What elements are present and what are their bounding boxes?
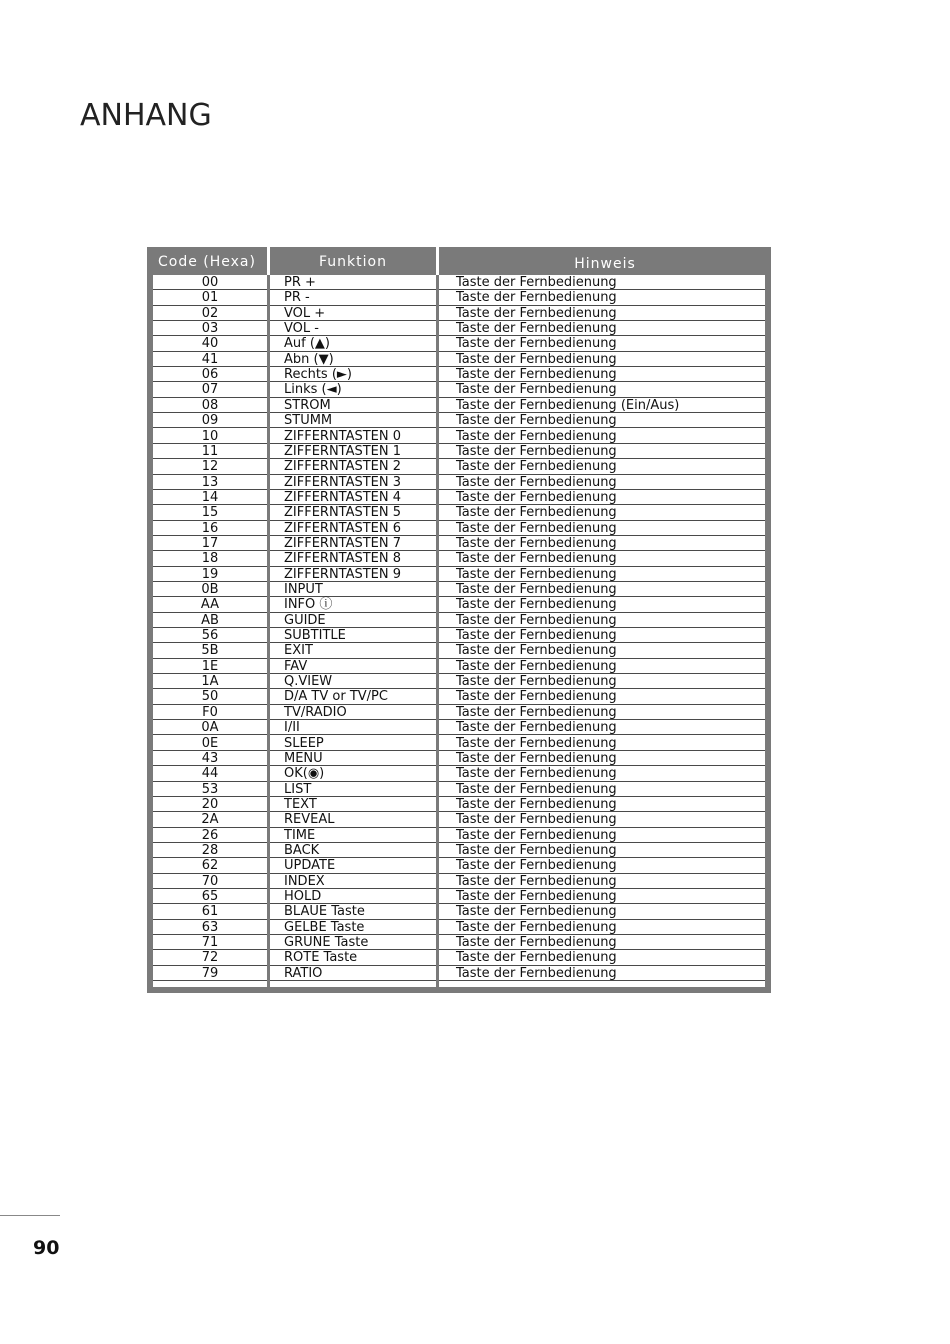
- code-cell: 0E: [201, 735, 219, 751]
- page-number: 90: [33, 1237, 60, 1259]
- function-cell: ZIFFERNTASTEN 0: [284, 428, 402, 444]
- table-header: [147, 247, 771, 275]
- note-cell: Taste der Fernbedienung: [456, 367, 617, 383]
- table-body: [153, 275, 765, 987]
- function-cell: ZIFFERNTASTEN 7: [284, 535, 402, 551]
- note-cell: Taste der Fernbedienung: [456, 336, 617, 352]
- function-cell: BLAUE Taste: [284, 904, 365, 920]
- code-cell: 0A: [201, 720, 219, 736]
- function-cell: STUMM: [284, 413, 333, 429]
- function-cell: GUIDE: [284, 612, 326, 628]
- code-cell: 00: [201, 275, 219, 290]
- function-cell: Abn (▼): [284, 351, 334, 367]
- code-cell: 11: [201, 443, 219, 459]
- note-cell: Taste der Fernbedienung: [456, 766, 617, 782]
- code-cell: 70: [201, 873, 219, 889]
- table-row: [153, 536, 765, 551]
- function-cell: ROTE Taste: [284, 950, 358, 966]
- function-cell: TV/RADIO: [284, 704, 347, 720]
- note-cell: Taste der Fernbedienung: [456, 290, 617, 306]
- function-cell: D/A TV or TV/PC: [284, 689, 388, 705]
- note-cell: Taste der Fernbedienung: [456, 935, 617, 951]
- header-note: Hinweis: [574, 256, 636, 272]
- table-row: [153, 444, 765, 459]
- function-cell: LIST: [284, 781, 312, 797]
- note-cell: Taste der Fernbedienung: [456, 750, 617, 766]
- note-cell: Taste der Fernbedienung: [456, 459, 617, 475]
- table-row: [153, 582, 765, 597]
- table-row: [153, 782, 765, 797]
- table-row: [153, 689, 765, 704]
- note-cell: Taste der Fernbedienung: [456, 628, 617, 644]
- table-row: [153, 352, 765, 367]
- function-cell: TIME: [284, 827, 316, 843]
- code-cell: 16: [201, 520, 219, 536]
- code-cell: 65: [201, 889, 219, 904]
- code-cell: 06: [201, 367, 219, 383]
- code-cell: 63: [201, 919, 219, 935]
- code-cell: 28: [201, 842, 219, 858]
- function-cell: INFO ⓘ: [284, 597, 333, 613]
- table-row: [153, 336, 765, 351]
- table-row: [153, 505, 765, 520]
- table-row: [153, 874, 765, 889]
- table-row: [153, 597, 765, 612]
- code-cell: 03: [201, 321, 219, 337]
- function-cell: VOL +: [284, 305, 326, 321]
- function-cell: GELBE Taste: [284, 919, 365, 935]
- table-row: [153, 628, 765, 643]
- table-row: [153, 858, 765, 873]
- note-cell: Taste der Fernbedienung: [456, 965, 617, 981]
- note-cell: Taste der Fernbedienung: [456, 827, 617, 843]
- note-cell: Taste der Fernbedienung: [456, 919, 617, 935]
- code-cell: 0B: [201, 582, 219, 597]
- function-cell: BACK: [284, 842, 320, 858]
- code-cell: 09: [201, 413, 219, 429]
- code-cell: 40: [201, 336, 219, 352]
- table-row: [153, 935, 765, 950]
- function-cell: ZIFFERNTASTEN 6: [284, 520, 402, 536]
- note-cell: Taste der Fernbedienung: [456, 582, 617, 597]
- table-row: [153, 828, 765, 843]
- code-cell: 26: [201, 827, 219, 843]
- table-row: [153, 567, 765, 582]
- function-cell: ZIFFERNTASTEN 4: [284, 489, 402, 505]
- code-cell: 19: [201, 566, 219, 582]
- code-cell: 13: [201, 474, 219, 490]
- code-cell: 62: [201, 858, 219, 874]
- function-cell: UPDATE: [284, 858, 336, 874]
- table-row: [153, 920, 765, 935]
- table-row: [153, 290, 765, 305]
- table-row: [153, 797, 765, 812]
- note-cell: Taste der Fernbedienung: [456, 321, 617, 337]
- code-cell: 01: [201, 290, 219, 306]
- code-cell: 79: [201, 965, 219, 981]
- code-cell: 07: [201, 382, 219, 398]
- code-cell: 17: [201, 535, 219, 551]
- note-cell: Taste der Fernbedienung: [456, 382, 617, 398]
- note-cell: Taste der Fernbedienung: [456, 858, 617, 874]
- note-cell: Taste der Fernbedienung: [456, 489, 617, 505]
- note-cell: Taste der Fernbedienung: [456, 535, 617, 551]
- code-cell: AA: [200, 597, 220, 613]
- code-cell: 2A: [201, 812, 219, 828]
- table-row: [153, 521, 765, 536]
- function-cell: ZIFFERNTASTEN 8: [284, 551, 402, 567]
- note-cell: Taste der Fernbedienung: [456, 689, 617, 705]
- function-cell: Q.VIEW: [284, 674, 333, 690]
- note-cell: Taste der Fernbedienung: [456, 781, 617, 797]
- table-row: [153, 966, 765, 981]
- function-cell: EXIT: [284, 643, 313, 659]
- note-cell: Taste der Fernbedienung: [456, 889, 617, 904]
- note-cell: Taste der Fernbedienung: [456, 674, 617, 690]
- note-cell: Taste der Fernbedienung: [456, 812, 617, 828]
- note-cell: Taste der Fernbedienung: [456, 658, 617, 674]
- note-cell: Taste der Fernbedienung: [456, 904, 617, 920]
- note-cell: Taste der Fernbedienung: [456, 275, 617, 290]
- function-cell: PR -: [284, 290, 310, 306]
- note-cell: Taste der Fernbedienung: [456, 413, 617, 429]
- code-cell: 10: [201, 428, 219, 444]
- code-cell: 08: [201, 397, 219, 413]
- note-cell: Taste der Fernbedienung: [456, 351, 617, 367]
- table-row: [153, 889, 765, 904]
- function-cell: ZIFFERNTASTEN 5: [284, 505, 402, 521]
- function-cell: TEXT: [284, 796, 317, 812]
- function-cell: ZIFFERNTASTEN 3: [284, 474, 402, 490]
- table-row: [153, 475, 765, 490]
- function-cell: Links (◄): [284, 382, 342, 398]
- table-row: [153, 613, 765, 628]
- table-row: [153, 766, 765, 781]
- function-cell: STROM: [284, 397, 331, 413]
- function-cell: ZIFFERNTASTEN 2: [284, 459, 402, 475]
- note-cell: Taste der Fernbedienung: [456, 474, 617, 490]
- note-cell: Taste der Fernbedienung: [456, 520, 617, 536]
- function-cell: RATIO: [284, 965, 323, 981]
- table-row: [153, 321, 765, 336]
- note-cell: Taste der Fernbedienung: [456, 873, 617, 889]
- function-cell: OK(◉): [284, 766, 325, 782]
- code-cell: 14: [201, 489, 219, 505]
- note-cell: Taste der Fernbedienung: [456, 612, 617, 628]
- function-cell: VOL -: [284, 321, 319, 337]
- function-cell: Rechts (►): [284, 367, 352, 383]
- note-cell: Taste der Fernbedienung: [456, 842, 617, 858]
- header-code: Code (Hexa): [158, 254, 256, 270]
- function-cell: ZIFFERNTASTEN 9: [284, 566, 402, 582]
- code-cell: 41: [201, 351, 219, 367]
- function-cell: GRUNE Taste: [284, 935, 369, 951]
- table-row: [153, 398, 765, 413]
- code-cell: 61: [201, 904, 219, 920]
- table-row: [153, 275, 765, 290]
- table-row: [153, 674, 765, 689]
- note-cell: Taste der Fernbedienung: [456, 443, 617, 459]
- note-cell: Taste der Fernbedienung (Ein/Aus): [456, 397, 680, 413]
- code-cell: 1E: [201, 658, 219, 674]
- note-cell: Taste der Fernbedienung: [456, 428, 617, 444]
- table-row: [153, 736, 765, 751]
- column-separator: [436, 275, 439, 987]
- header-function: Funktion: [319, 254, 387, 270]
- function-cell: REVEAL: [284, 812, 335, 828]
- note-cell: Taste der Fernbedienung: [456, 735, 617, 751]
- code-cell: 12: [201, 459, 219, 475]
- code-cell: F0: [202, 704, 218, 720]
- table-row: [153, 659, 765, 674]
- code-cell: 44: [201, 766, 219, 782]
- table-row: [153, 382, 765, 397]
- code-cell: 72: [201, 950, 219, 966]
- footer-rule: [0, 1215, 60, 1216]
- function-cell: SUBTITLE: [284, 628, 346, 644]
- table-row: [153, 904, 765, 919]
- note-cell: Taste der Fernbedienung: [456, 505, 617, 521]
- note-cell: Taste der Fernbedienung: [456, 720, 617, 736]
- column-separator: [267, 275, 270, 987]
- code-cell: 15: [201, 505, 219, 521]
- code-cell: 20: [201, 796, 219, 812]
- remote-code-table: [147, 247, 771, 993]
- table-row: [153, 643, 765, 658]
- note-cell: Taste der Fernbedienung: [456, 551, 617, 567]
- function-cell: FAV: [284, 658, 308, 674]
- note-cell: Taste der Fernbedienung: [456, 566, 617, 582]
- table-row: [153, 751, 765, 766]
- code-cell: 43: [201, 750, 219, 766]
- table-row: [153, 490, 765, 505]
- function-cell: Auf (▲): [284, 336, 330, 352]
- table-row: [153, 950, 765, 965]
- function-cell: SLEEP: [284, 735, 324, 751]
- function-cell: INPUT: [284, 582, 323, 597]
- table-row: [153, 413, 765, 428]
- note-cell: Taste der Fernbedienung: [456, 305, 617, 321]
- table-row: [153, 459, 765, 474]
- code-cell: AB: [201, 612, 219, 628]
- table-row: [153, 429, 765, 444]
- table-row: [153, 705, 765, 720]
- note-cell: Taste der Fernbedienung: [456, 704, 617, 720]
- note-cell: Taste der Fernbedienung: [456, 796, 617, 812]
- table-row: [153, 843, 765, 858]
- table-row: [153, 551, 765, 566]
- function-cell: PR +: [284, 275, 316, 290]
- function-cell: INDEX: [284, 873, 325, 889]
- note-cell: Taste der Fernbedienung: [456, 643, 617, 659]
- function-cell: HOLD: [284, 889, 322, 904]
- code-cell: 56: [201, 628, 219, 644]
- function-cell: MENU: [284, 750, 323, 766]
- note-cell: Taste der Fernbedienung: [456, 950, 617, 966]
- code-cell: 18: [201, 551, 219, 567]
- code-cell: 1A: [201, 674, 219, 690]
- code-cell: 50: [201, 689, 219, 705]
- code-cell: 02: [201, 305, 219, 321]
- note-cell: Taste der Fernbedienung: [456, 597, 617, 613]
- function-cell: ZIFFERNTASTEN 1: [284, 443, 402, 459]
- table-row: [153, 367, 765, 382]
- page-title: ANHANG: [80, 98, 212, 133]
- table-row: [153, 720, 765, 735]
- table-row: [153, 812, 765, 827]
- code-cell: 71: [201, 935, 219, 951]
- function-cell: I/II: [284, 720, 300, 736]
- table-row: [153, 306, 765, 321]
- code-cell: 53: [201, 781, 219, 797]
- code-cell: 5B: [201, 643, 219, 659]
